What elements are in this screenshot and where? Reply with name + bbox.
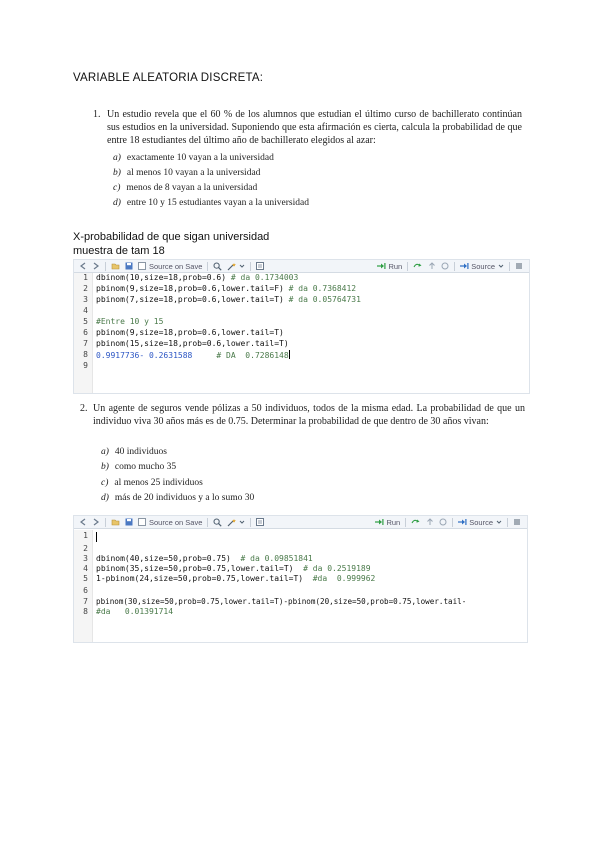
problem2-item-a [101,446,167,458]
line-number: 8 [83,350,88,359]
code-comment: # da 0.09851841 [230,554,313,563]
item-letter: d) [113,198,121,208]
menu-lines-icon[interactable] [515,262,523,270]
toolbar-divider [454,262,455,271]
code-line-4[interactable] [96,564,371,573]
code-text: pbinom(9,size=18,prob=0.6,lower.tail=T) [96,328,284,337]
run-button[interactable] [375,518,400,527]
item-letter: c) [101,478,109,488]
toolbar-divider [207,262,208,271]
line-number: 5 [83,317,88,326]
toolbar-right-group [372,262,529,271]
code-line-7[interactable] [96,597,466,606]
code-line-7[interactable] [96,339,289,348]
item-text: al menos 25 individuos [114,478,203,488]
note-line-1: X-probabilidad de que sigan universidad [73,231,270,243]
item-letter: a) [101,447,109,457]
code-line-5[interactable] [96,574,375,583]
menu-lines-icon[interactable] [513,518,521,526]
forward-arrow-icon[interactable] [92,518,100,526]
compile-report-icon[interactable] [256,262,264,270]
line-number: 9 [83,361,88,370]
item-text: entre 10 y 15 estudiantes vayan a la universidad [126,198,309,208]
rerun-icon[interactable] [413,262,423,270]
page-title: VARIABLE ALEATORIA DISCRETA: [73,72,264,84]
code-text: pbinom(30,size=50,prob=0.75,lower.tail=T)-pbinom(20,size=50,prob=0.75,lower.tail- [96,597,467,606]
line-number: 6 [83,328,88,337]
item-letter: d) [101,493,109,503]
run-button[interactable] [377,262,402,271]
item-text: como mucho 35 [114,462,177,472]
rerun-icon[interactable] [411,518,421,526]
source-button[interactable] [458,518,502,527]
run-label: Run [386,517,401,527]
line-number: 7 [83,339,88,348]
go-to-previous-icon[interactable] [426,518,434,526]
item-text: más de 20 individuos y a lo sumo 30 [114,493,255,503]
toolbar-divider [405,518,406,527]
go-to-next-icon[interactable] [439,518,447,526]
code-line-5[interactable] [96,317,163,326]
line-number: 4 [83,306,88,315]
code-editor-1[interactable] [73,259,530,394]
line-number: 8 [83,607,88,616]
item-text: al menos 10 vayan a la universidad [126,168,261,178]
text-cursor [96,532,97,542]
code-editor-2[interactable] [73,515,528,643]
code-line-3[interactable] [96,295,361,304]
code-comment: #da 0.01391714 [96,607,174,616]
save-icon[interactable] [125,518,133,526]
item-letter: b) [113,168,121,178]
source-on-save-toggle[interactable] [138,262,202,271]
toolbar-divider [250,518,251,527]
code-text: pbinom(7,size=18,prob=0.6,lower.tail=T) [96,295,284,304]
toolbar-divider [105,518,106,527]
code-text: pbinom(9,size=18,prob=0.6,lower.tail=F) [96,284,284,293]
code-text: pbinom(15,size=18,prob=0.6,lower.tail=T) [96,339,289,348]
back-arrow-icon[interactable] [79,518,87,526]
magic-wand-icon[interactable] [227,518,245,527]
source-on-save-toggle[interactable] [138,518,202,527]
code-comment: # da 0.7368412 [283,284,357,293]
item-text: exactamente 10 vayan a la universidad [126,153,274,163]
item-text: menos de 8 vayan a la universidad [126,183,258,193]
toolbar-right-group [370,518,527,527]
problem1-item-b [113,167,260,179]
go-to-previous-icon[interactable] [428,262,436,270]
code-line-8[interactable] [96,350,290,360]
line-number: 6 [83,586,88,595]
problem2-number: 2. [80,403,88,414]
line-number: 3 [83,554,88,563]
note-line-2: muestra de tam 18 [73,245,165,257]
magic-wand-icon[interactable] [227,262,245,271]
code-line-3[interactable] [96,554,313,563]
source-button[interactable] [460,262,504,271]
line-number-gutter [74,273,93,393]
item-letter: b) [101,462,109,472]
code-line-2[interactable] [96,284,356,293]
editor-toolbar [74,260,529,273]
line-number: 1 [83,531,88,540]
compile-report-icon[interactable] [256,518,264,526]
toolbar-divider [452,518,453,527]
forward-arrow-icon[interactable] [92,262,100,270]
code-comment: #Entre 10 y 15 [96,317,164,326]
item-text: 40 individuos [114,447,167,457]
code-text: dbinom(10,size=18,prob=0.6) [96,273,227,282]
toolbar-divider [509,262,510,271]
code-text: pbinom(35,size=50,prob=0.75,lower.tail=T) [96,564,294,573]
line-number-gutter [74,530,93,642]
line-number: 3 [83,295,88,304]
go-to-next-icon[interactable] [441,262,449,270]
problem2-text: Un agente de seguros vende pólizas a 50 individuos, todos de la misma edad. La probabilidad de que un individuo viva 30 años más es de 0.75. Determinar la probabilidad de que dentro de 30 años vivan: [93,403,525,427]
problem1-item-c [113,182,257,194]
toolbar-divider [507,518,508,527]
line-number: 5 [83,574,88,583]
line-number: 7 [83,597,88,606]
item-letter: a) [113,153,121,163]
problem2-item-c [101,477,203,489]
item-letter: c) [113,183,121,193]
line-number: 2 [83,284,88,293]
search-icon[interactable] [213,518,222,527]
code-comment: # DA 0.7286148 [192,351,289,360]
code-text: 0.9917736- 0.2631588 [96,351,193,360]
code-comment: # da 0.1734003 [226,273,299,282]
code-line-6[interactable] [96,328,284,337]
line-number: 2 [83,544,88,553]
source-on-save-label: Source on Save [149,517,203,527]
code-line-8[interactable] [96,607,173,616]
code-comment: #da 0.999962 [303,574,376,583]
problem1-number: 1. [93,109,101,120]
problem1-text: Un estudio revela que el 60 % de los alumnos que estudian el último curso de bachillerato continúan sus estudios en la universidad. Suponiendo que esta afirmación es cierta, calcula la probabilidad de que entre 18 estudiantes del último año de bachillerato elegidos al azar: [107,109,522,146]
source-label: Source [471,261,495,271]
problem1-item-d [113,197,309,209]
code-text: dbinom(40,size=50,prob=0.75) [96,554,231,563]
source-label: Source [469,517,493,527]
run-label: Run [388,261,403,271]
code-line-1[interactable] [96,273,298,282]
open-folder-icon[interactable] [111,518,120,526]
problem2-item-b [101,461,176,473]
toolbar-divider [407,262,408,271]
toolbar-divider [250,262,251,271]
code-comment: # da 0.2519189 [293,564,371,573]
search-icon[interactable] [213,262,222,271]
save-icon[interactable] [125,262,133,270]
toolbar-divider [207,518,208,527]
text-cursor [289,350,290,359]
line-number: 1 [83,273,88,282]
code-text: 1-pbinom(24,size=50,prob=0.75,lower.tail=T) [96,574,304,583]
editor-toolbar [74,516,527,529]
source-on-save-label: Source on Save [149,261,203,271]
toolbar-divider [105,262,106,271]
open-folder-icon[interactable] [111,262,120,270]
line-number: 4 [83,564,88,573]
problem2-item-d [101,492,254,504]
code-comment: # da 0.05764731 [283,295,361,304]
back-arrow-icon[interactable] [79,262,87,270]
problem1-item-a [113,152,274,164]
